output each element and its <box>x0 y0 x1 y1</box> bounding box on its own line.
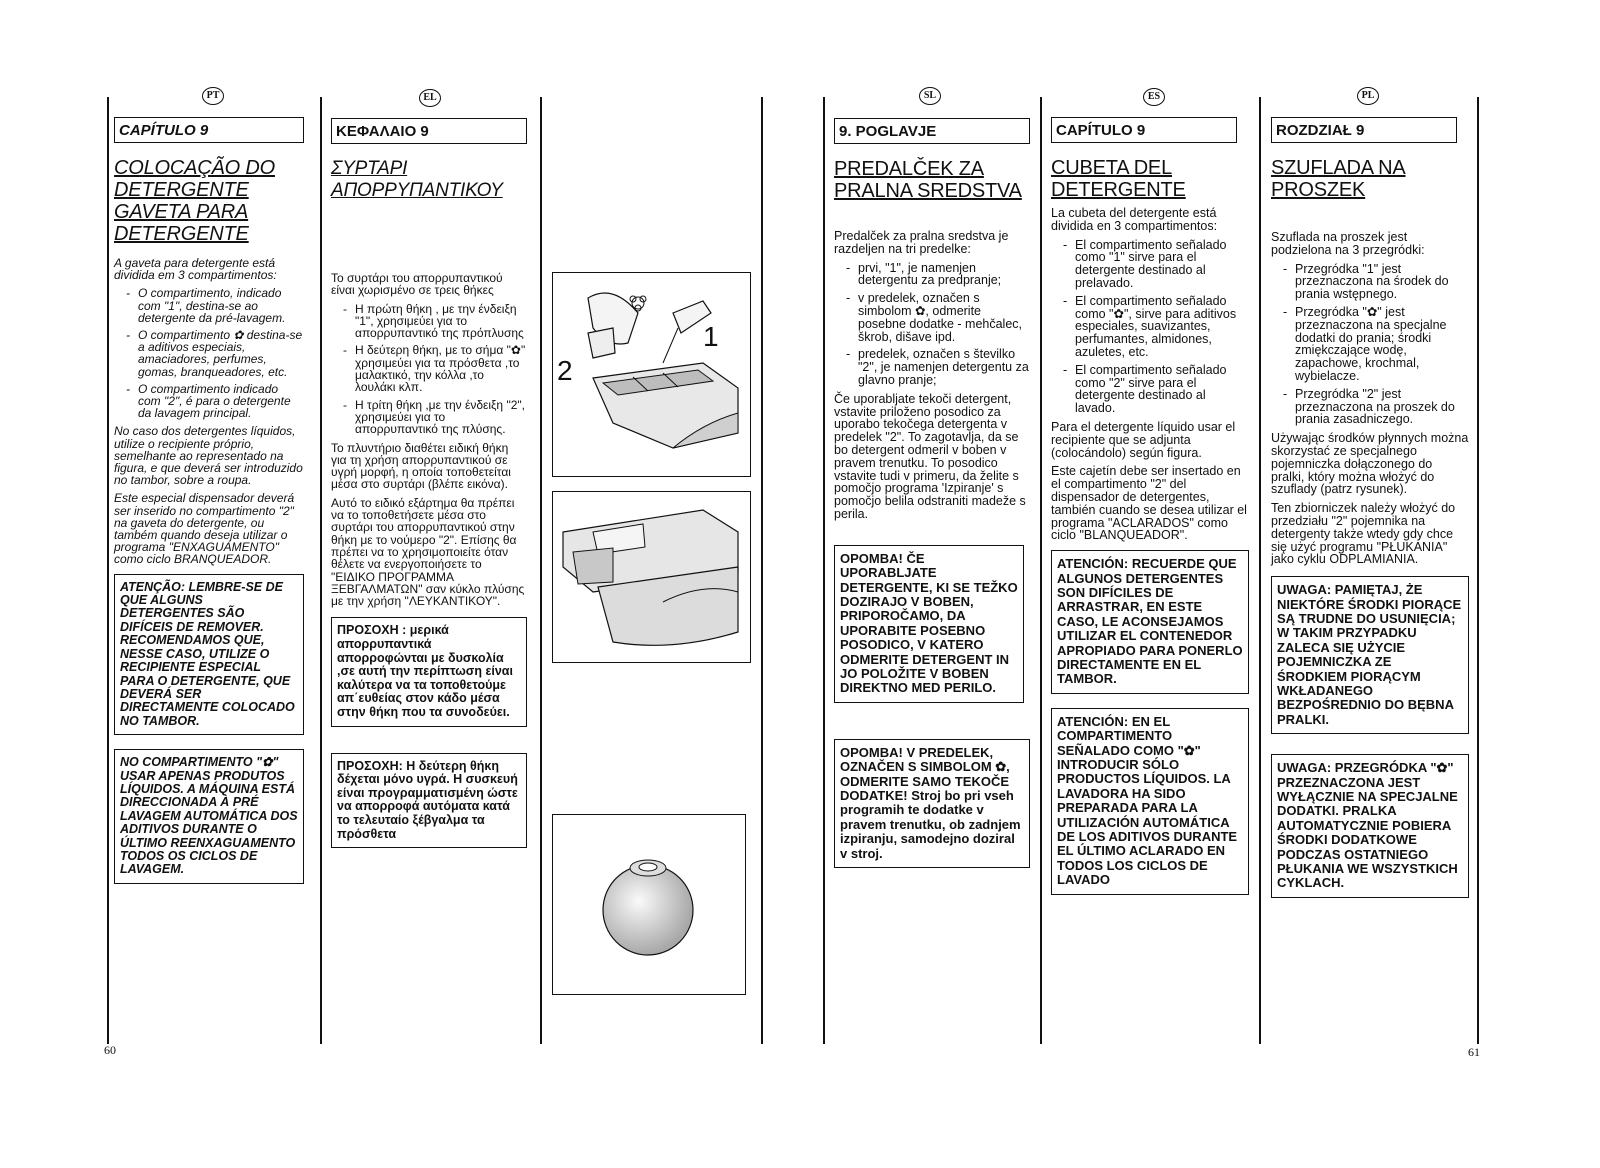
warning-box: ATENÇÃO: LEMBRE-SE DE QUE ALGUNS DETERGENTES SÃO DIFÍCEIS DE REMOVER. RECOMENDAMOS QUE, NESSE CASO, UTILIZE O RECIPIENTE ESPECIAL PARA O DETERGENTE, QUE DEVERÁ SER DIRECTAMENTE COLOCADO NO TAMBOR. <box>114 574 304 735</box>
language-badge-pl: PL <box>1357 87 1379 105</box>
paragraph: Używając środków płynnych można skorzystać ze specjalnego pojemniczka dołączonego do pralki, który można włożyć do szuflady (patrz rysunek). <box>1271 431 1469 497</box>
paragraph: Če uporabljate tekoči detergent, vstavite priloženo posodico za uporabo tekočega detergenta v predelek "2". To zagotavlja, da se bo detergent odmeril v boben v pravem trenutku. To posodico vstavite tudi v primeru, da želite s pomočjo programa 'Izpiranje' s pomočjo belila odstraniti madeže s perila. <box>834 391 1026 521</box>
warning-box: ΠΡΟΣΟΧΗ: Η δεύτερη θήκη δέχεται μόνο υγρά. Η συσκευή είναι προγραμματισμένη ώστε να απορροφά αυτόματα κατά το τελευταίο ξέβγαλμα τα πρόσθετα <box>331 753 527 849</box>
column-es <box>1051 117 1249 895</box>
section-title: CUBETA DEL DETERGENTE <box>1051 157 1186 201</box>
warning-box: UWAGA: PRZEGRÓDKA "✿" PRZEZNACZONA JEST WYŁĄCZNIE NA SPECJALNE DODATKI. PRALKA AUTOMATYCZNIE POBIERA ŚRODKI DODATKOWE PODCZAS OSTATNIEGO PŁUKANIA WE WSZYSTKICH CYKLACH. <box>1271 754 1469 898</box>
intro-text: Szuflada na proszek jest podzielona na 3 przegródki: <box>1271 230 1425 257</box>
paragraph: No caso dos detergentes líquidos, utilize o recipiente próprio, semelhante ao representado na figura, e que deverá ser introduzido no tambor, sobre a roupa. <box>114 424 303 488</box>
intro-text: A gaveta para detergente está dividida em 3 compartimentos: <box>114 256 277 283</box>
drawer-insert-drawing <box>553 492 748 660</box>
language-badge-sl: SL <box>919 87 941 105</box>
chapter-heading: CAPÍTULO 9 <box>114 117 304 143</box>
chapter-heading: ΚΕΦΑΛΑΙΟ 9 <box>331 118 527 144</box>
divider <box>761 97 763 1044</box>
compartment-label-1: 1 <box>703 321 719 352</box>
drawer-pour-drawing <box>553 273 748 474</box>
list-item: - O compartimento, indicado com "1", destina-se ao detergente da pré-lavagem. <box>124 287 304 324</box>
intro-text: La cubeta del detergente está dividida en 3 compartimentos: <box>1051 206 1218 233</box>
warning-box: ΠΡΟΣΟΧΗ : μερικά απορρυπαντικά απορροφώνται με δυσκολία ,σε αυτή την περίπτωση είναι καλύτερα να τα τοποθετούμε απ΄ευθείας στον κάδο μέσα στην θήκη που τα συνοδεύει. <box>331 617 527 726</box>
chapter-heading: ROZDZIAŁ 9 <box>1271 117 1457 143</box>
chapter-heading: CAPÍTULO 9 <box>1051 117 1237 143</box>
column-el <box>331 118 527 848</box>
intro-text: Το συρτάρι του απορρυπαντικού είναι χωρισμένο σε τρεις θήκες <box>331 271 503 298</box>
list-item: - Η τρίτη θήκη ,με την ένδειξη "2", χρησιμεύει για το απορρυπαντικό της πλύσης. <box>341 399 527 436</box>
compartment-list <box>114 287 304 419</box>
chapter-heading: 9. POGLAVJE <box>834 118 1030 144</box>
intro-text: Predalček za pralna sredstva je razdeljen na tri predelke: <box>834 229 1009 256</box>
paragraph: Este cajetín debe ser insertado en el compartimento "2" del dispensador de detergentes, también cuando se desea utilizar el programa "ACLARADOS" como ciclo "BLANQUEADOR". <box>1051 464 1247 543</box>
compartment-list <box>331 303 527 436</box>
divider <box>1259 97 1261 1044</box>
compartment-list <box>1271 263 1469 427</box>
list-item: - Η πρώτη θήκη , με την ένδειξη "1", χρησιμεύει για το απορρυπαντικό της πρόπλυσης <box>341 303 527 340</box>
list-item: - Przegródka "1" jest przeznaczona na środek do prania wstępnego. <box>1281 263 1469 301</box>
compartment-label-2: 2 <box>557 355 573 386</box>
divider <box>107 97 109 1044</box>
language-badge-el: EL <box>419 89 441 107</box>
warning-box: ATENCIÓN: EN EL COMPARTIMENTO SEÑALADO COMO "✿" INTRODUCIR SÓLO PRODUCTOS LÍQUIDOS. LA LAVADORA HA SIDO PREPARADA PARA LA UTILIZACIÓN AUTOMÁTICA DE LOS ADITIVOS DURANTE EL ÚLTIMO ACLARADO EN TODOS LOS CICLOS DE LAVADO <box>1051 708 1249 895</box>
list-item: - Η δεύτερη θήκη, με το σήμα "✿" χρησιμεύει για τα πρόσθετα ,το μαλακτικό, την κόλλα ,το λουλάκι κλπ. <box>341 344 527 393</box>
section-title: ΣΥΡΤΑΡΙ ΑΠΟΡΡΥΠΑΝΤΙΚΟΥ <box>331 158 503 201</box>
page-number-right: 61 <box>1468 1045 1480 1059</box>
list-item: - O compartimento ✿ destina-se a aditivos especiais, amaciadores, perfumes, gomas, branqueadores, etc. <box>124 329 304 378</box>
list-item: - predelek, označen s številko "2", je namenjen detergentu za glavno pranje; <box>844 348 1030 386</box>
divider <box>823 97 825 1044</box>
column-pt <box>114 117 304 884</box>
section-title: SZUFLADA NA PROSZEK <box>1271 157 1406 201</box>
warning-box: NO COMPARTIMENTO "✿" USAR APENAS PRODUTOS LÍQUIDOS. A MÁQUINA ESTÁ DIRECCIONADA À PRÉ LAVAGEM AUTOMÁTICA DOS ADITIVOS DURANTE O ÚLTIMO REENXAGUAMENTO TODOS OS CICLOS DE LAVAGEM. <box>114 749 304 884</box>
list-item: - O compartimento indicado com "2", é para o detergente da lavagem principal. <box>124 383 304 420</box>
compartment-list <box>834 262 1030 387</box>
detergent-drawer-illustration <box>552 272 751 477</box>
warning-box: ATENCIÓN: RECUERDE QUE ALGUNOS DETERGENTES SON DIFÍCILES DE ARRASTRAR, EN ESTE CASO, LE ACONSEJAMOS UTILIZAR EL CONTENEDOR APROPIADO PARA PONERLO DIRECTAMENTE EN EL TAMBOR. <box>1051 550 1249 694</box>
paragraph: Το πλυντήριο διαθέτει ειδική θήκη για τη χρήση απορρυπαντικού σε υγρή μορφή, η οποία τοποθετείται μέσα στο συρτάρι (βλέπε εικόνα). <box>331 440 511 492</box>
page-number-left: 60 <box>104 1043 116 1057</box>
warning-box: UWAGA: PAMIĘTAJ, ŻE NIEKTÓRE ŚRODKI PIORĄCE SĄ TRUDNE DO USUNIĘCIA; W TAKIM PRZYPADKU ZALECA SIĘ UŻYCIE POJEMNICZKA ZE ŚRODKIEM PIORĄCYM WKŁADANEGO BEZPOŚREDNIO DO BĘBNA PRALKI. <box>1271 576 1469 734</box>
list-item: - El compartimento señalado como "✿", sirve para aditivos especiales, suavizantes, perfumantes, almidones, azuletes, etc. <box>1061 295 1249 359</box>
divider <box>320 97 322 1044</box>
paragraph: Este especial dispensador deverá ser inserido no compartimento "2" na gaveta do detergente, ou também quando deseja utilizar o programa "ENXAGUAMENTO" como ciclo BRANQUEADOR. <box>114 491 295 567</box>
list-item: - Przegródka "2" jest przeznaczona na proszek do prania zasadniczego. <box>1281 388 1469 426</box>
list-item: - El compartimento señalado como "1" sirve para el detergente destinado al prelavado. <box>1061 239 1249 290</box>
section-title: COLOCAÇÃO DO DETERGENTE GAVETA PARA DETERGENTE <box>114 157 275 245</box>
liquid-container-illustration <box>552 491 751 663</box>
list-item: - El compartimento señalado como "2" sirve para el detergente destinado al lavado. <box>1061 364 1249 415</box>
list-item: - v predelek, označen s simbolom ✿, odmerite posebne dodatke - mehčalec, škrob, dišave ipd. <box>844 292 1030 343</box>
list-item: - Przegródka "✿" jest przeznaczona na specjalne dodatki do prania; środki zmiękczające wodę, zapachowe, krochmal, wybielacze. <box>1281 306 1469 383</box>
language-badge-pt: PT <box>202 87 224 105</box>
language-badge-es: ES <box>1143 88 1165 106</box>
paragraph: Ten zbiorniczek należy włożyć do przedziału "2" pojemnika na detergenty także wtedy gdy chce się użyć programu "PŁUKANIA" jako cyklu ODPLAMIANIA. <box>1271 501 1456 567</box>
column-sl <box>834 118 1030 868</box>
dosing-ball-illustration <box>552 814 746 995</box>
column-pl <box>1271 117 1469 898</box>
warning-box: OPOMBA! ČE UPORABLJATE DETERGENTE, KI SE TEŽKO DOZIRAJO V BOBEN, PRIPOROČAMO, DA UPORABITE POSEBNO POSODICO, V KATERO ODMERITE DETERGENT IN JO POLOŽITE V BOBEN DIREKTNO MED PERILO. <box>834 545 1024 703</box>
divider <box>1040 97 1042 1044</box>
section-title: PREDALČEK ZA PRALNA SREDSTVA <box>834 158 1022 202</box>
divider <box>540 97 542 1044</box>
list-item: - prvi, "1", je namenjen detergentu za predpranje; <box>844 262 1030 288</box>
warning-box: OPOMBA! V PREDELEK, OZNAČEN S SIMBOLOM ✿, ODMERITE SAMO TEKOČE DODATKE! Stroj bo pri vseh programih te dodatke v pravem trenutku, ob zadnjem izpiranju, samodejno doziral v stroj. <box>834 739 1030 868</box>
paragraph: Para el detergente líquido usar el recipiente que se adjunta (colocándolo) según figura. <box>1051 419 1236 460</box>
compartment-list <box>1051 239 1249 415</box>
dosing-ball-drawing <box>553 815 743 992</box>
paragraph: Αυτό το ειδικό εξάρτημα θα πρέπει να το τοποθετήσετε μέσα στο συρτάρι του απορρυπαντικού στην θήκη με το νούμερο "2". Επίσης θα πρέπει να το χρησιμοποιείτε όταν θέλετε να ενεργοποιήσετε το "ΕΙΔΙΚΟ ΠΡΟΓΡΑΜΜΑ ΞΕΒΓΑΛΜΑΤΩΝ" σαν κύκλο πλύσης με την χρήση "ΛΕΥΚΑΝΤΙΚΟΥ". <box>331 495 525 609</box>
divider <box>1477 97 1479 1044</box>
